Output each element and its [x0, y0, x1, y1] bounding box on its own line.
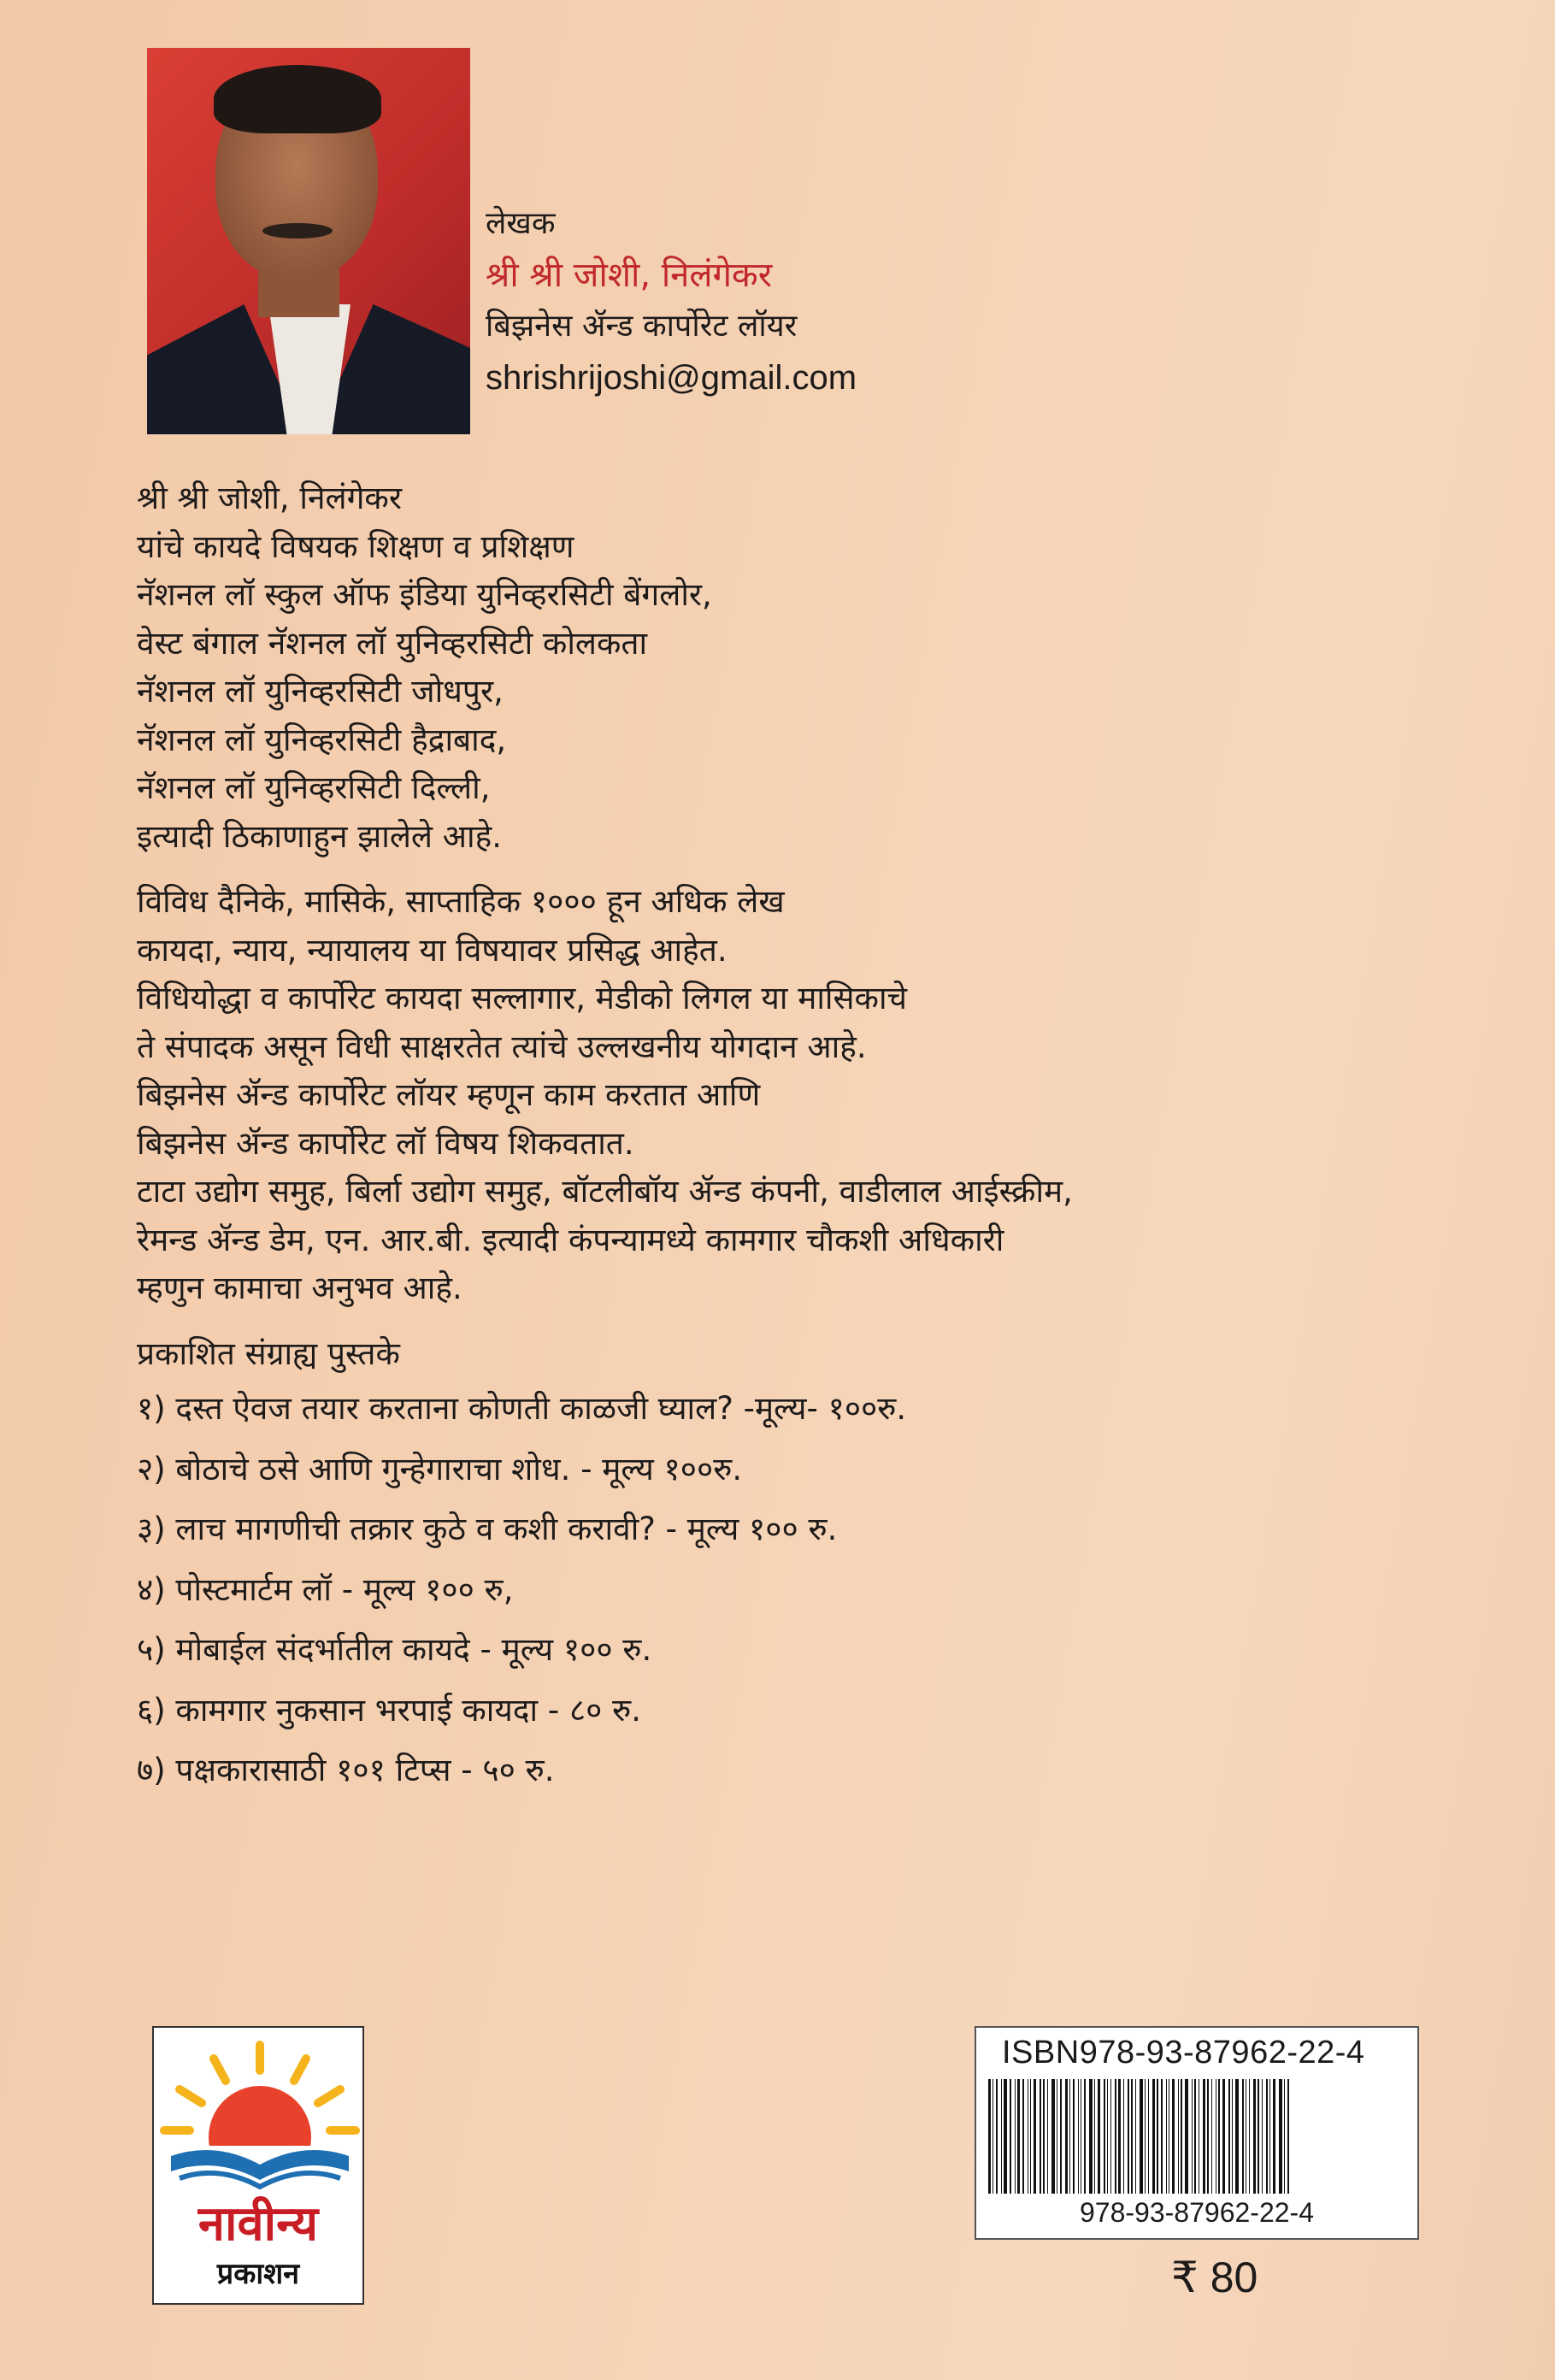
author-title: बिझनेस ॲन्ड कार्पोरेट लॉयर [486, 309, 798, 344]
isbn-top-text: ISBN978-93-87962-22-4 [1002, 2035, 1365, 2071]
barcode-bar [1001, 2079, 1002, 2194]
barcode-bar [1015, 2079, 1016, 2194]
barcode-bar [1218, 2079, 1220, 2194]
barcode-bar [996, 2079, 998, 2194]
book-item: १) दस्त ऐवज तयार करताना कोणती काळजी घ्याल? -मूल्य- १००रु. [137, 1390, 907, 1427]
barcode-bar [1287, 2079, 1289, 2194]
publisher-subtitle: प्रकाशन [216, 2257, 300, 2291]
barcode-bar [1279, 2079, 1282, 2194]
barcode-bar [1273, 2079, 1275, 2194]
barcode-bar [1148, 2079, 1149, 2194]
barcode-bar [1181, 2079, 1182, 2194]
price-label: ₹ 80 [1171, 2253, 1258, 2301]
barcode-bar [1047, 2079, 1048, 2194]
bio-line: श्री श्री जोशी, निलंगेकर [137, 480, 402, 516]
barcode-bar [1211, 2079, 1212, 2194]
author-label: लेखक [486, 206, 556, 241]
barcode-bar [1166, 2079, 1167, 2194]
sunrise-book-icon [154, 2028, 364, 2199]
barcode-bar [1017, 2079, 1020, 2194]
barcode-bar [1152, 2079, 1155, 2194]
book-item: ४) पोस्टमार्टम लॉ - मूल्य १०० रु, [137, 1570, 514, 1608]
barcode-bar [1232, 2079, 1233, 2194]
book-item: ७) पक्षकारासाठी १०१ टिप्स - ५० रु. [137, 1752, 555, 1788]
barcode-bar [1262, 2079, 1263, 2194]
bio-line: वेस्ट बंगाल नॅशनल लॉ युनिव्हरसिटी कोलकता [137, 624, 648, 662]
barcode-bar [1010, 2079, 1011, 2194]
barcode-bar [1073, 2079, 1075, 2194]
barcode-bar [1222, 2079, 1225, 2194]
barcode-bar [1269, 2079, 1270, 2194]
barcode-bar [1078, 2079, 1079, 2194]
barcode-bar [1084, 2079, 1086, 2194]
publisher-logo [152, 2026, 364, 2305]
bio-line: नॅशनल लॉ स्कुल ऑफ इंडिया युनिव्हरसिटी बेंगलोर, [137, 576, 712, 613]
isbn-bottom-text: 978-93-87962-22-4 [1080, 2197, 1314, 2228]
barcode-bar [1107, 2079, 1108, 2194]
bio-line: विधियोद्धा व कार्पोरेट कायदा सल्लागार, मेडीको लिगल या मासिकाचे [137, 980, 908, 1016]
barcode-bar [1172, 2079, 1175, 2194]
books-heading: प्रकाशित संग्राह्य पुस्तके [137, 1334, 400, 1372]
bio-line: बिझनेस ॲन्ड कार्पोरेट लॉ विषय शिकवतात. [137, 1124, 634, 1162]
barcode-bar [1089, 2079, 1093, 2194]
author-bio [137, 474, 1470, 1795]
barcode-bar [1178, 2079, 1179, 2194]
author-photo [147, 48, 470, 434]
barcode-bar [1094, 2079, 1095, 2194]
bio-line: नॅशनल लॉ युनिव्हरसिटी दिल्ली, [137, 769, 491, 806]
bio-line: बिझनेस ॲन्ड कार्पोरेट लॉयर म्हणून काम करतात आणि [137, 1076, 761, 1113]
bio-line: नॅशनल लॉ युनिव्हरसिटी हैद्राबाद, [137, 721, 507, 758]
bio-line: म्हणुन कामाचा अनुभव आहे. [137, 1270, 462, 1306]
bio-line: विविध दैनिके, मासिके, साप्ताहिक १००० हून अधिक लेख [137, 883, 785, 920]
barcode-bar [1118, 2079, 1121, 2194]
bio-line: ते संपादक असून विधी साक्षरतेत त्यांचे उल्लखनीय योगदान आहे. [137, 1028, 867, 1065]
isbn-barcode [975, 2026, 1419, 2240]
barcode-bar [1266, 2079, 1268, 2194]
book-item: ६) कामगार नुकसान भरपाई कायदा - ८० रु. [137, 1691, 642, 1729]
bio-line: इत्यादी ठिकाणाहुन झालेले आहे. [137, 817, 502, 855]
barcode-bar [1128, 2079, 1129, 2194]
barcode-bar [1131, 2079, 1133, 2194]
barcode-bar [1157, 2079, 1158, 2194]
barcode-bar [1110, 2079, 1111, 2194]
barcode-bar [1192, 2079, 1193, 2194]
barcode-bar [1145, 2079, 1146, 2194]
barcode-bar [1284, 2079, 1285, 2194]
barcode-bar [1040, 2079, 1041, 2194]
barcode-bar [1185, 2079, 1188, 2194]
barcode-bar [1051, 2079, 1055, 2194]
barcode-bar [1249, 2079, 1250, 2194]
barcode-bar [1203, 2079, 1205, 2194]
barcode-bar [1030, 2079, 1031, 2194]
barcode-bar [1004, 2079, 1007, 2194]
barcode-bar [1069, 2079, 1070, 2194]
book-item: ३) लाच मागणीची तक्रार कुठे व कशी करावी? - मूल्य १०० रु. [137, 1511, 838, 1547]
barcode-bar [1022, 2079, 1024, 2194]
barcode-bar [1235, 2079, 1239, 2194]
barcode-bar [1043, 2079, 1045, 2194]
barcode-bar [1253, 2079, 1256, 2194]
barcode-bar [1034, 2079, 1036, 2194]
barcode-bar [1207, 2079, 1209, 2194]
author-block [486, 198, 857, 404]
book-item: ५) मोबाईल संदर्भातील कायदे - मूल्य १०० रु. [137, 1631, 652, 1668]
barcode-bar [1104, 2079, 1105, 2194]
bio-line: टाटा उद्योग समुह, बिर्ला उद्योग समुह, बॉटलीबॉय ॲन्ड कंपनी, वाडीलाल आईस्क्रीम, [137, 1173, 1073, 1210]
barcode-bar [1161, 2079, 1163, 2194]
barcode-bar [1115, 2079, 1116, 2194]
barcode-bar [1135, 2079, 1136, 2194]
barcode-bar [992, 2079, 993, 2194]
barcode-bar [1123, 2079, 1124, 2194]
barcode-bars [988, 2079, 1409, 2194]
barcode-bar [1194, 2079, 1196, 2194]
book-item: २) बोठाचे ठसे आणि गुन्हेगाराचा शोध. - मूल्य १००रु. [137, 1450, 743, 1488]
barcode-bar [1140, 2079, 1143, 2194]
barcode-bar [1258, 2079, 1259, 2194]
publisher-name: नावीन्य [197, 2196, 319, 2252]
author-name: श्री श्री जोशी, निलंगेकर [486, 256, 773, 295]
barcode-bar [988, 2079, 991, 2194]
bio-line: नॅशनल लॉ युनिव्हरसिटी जोधपुर, [137, 673, 504, 710]
author-email: shrishrijoshi@gmail.com [486, 359, 857, 397]
bio-line: यांचे कायदे विषयक शिक्षण व प्रशिक्षण [137, 527, 574, 565]
bio-line: रेमन्ड ॲन्ड डेम, एन. आर.बी. इत्यादी कंपन्यामध्ये कामगार चौकशी अधिकारी [137, 1221, 1004, 1258]
barcode-bar [1065, 2079, 1068, 2194]
barcode-bar [1242, 2079, 1244, 2194]
barcode-bar [1098, 2079, 1100, 2194]
bio-line: कायदा, न्याय, न्यायालय या विषयावर प्रसिद्ध आहेत. [137, 931, 727, 969]
barcode-bar [1060, 2079, 1062, 2194]
barcode-bar [1228, 2079, 1230, 2194]
